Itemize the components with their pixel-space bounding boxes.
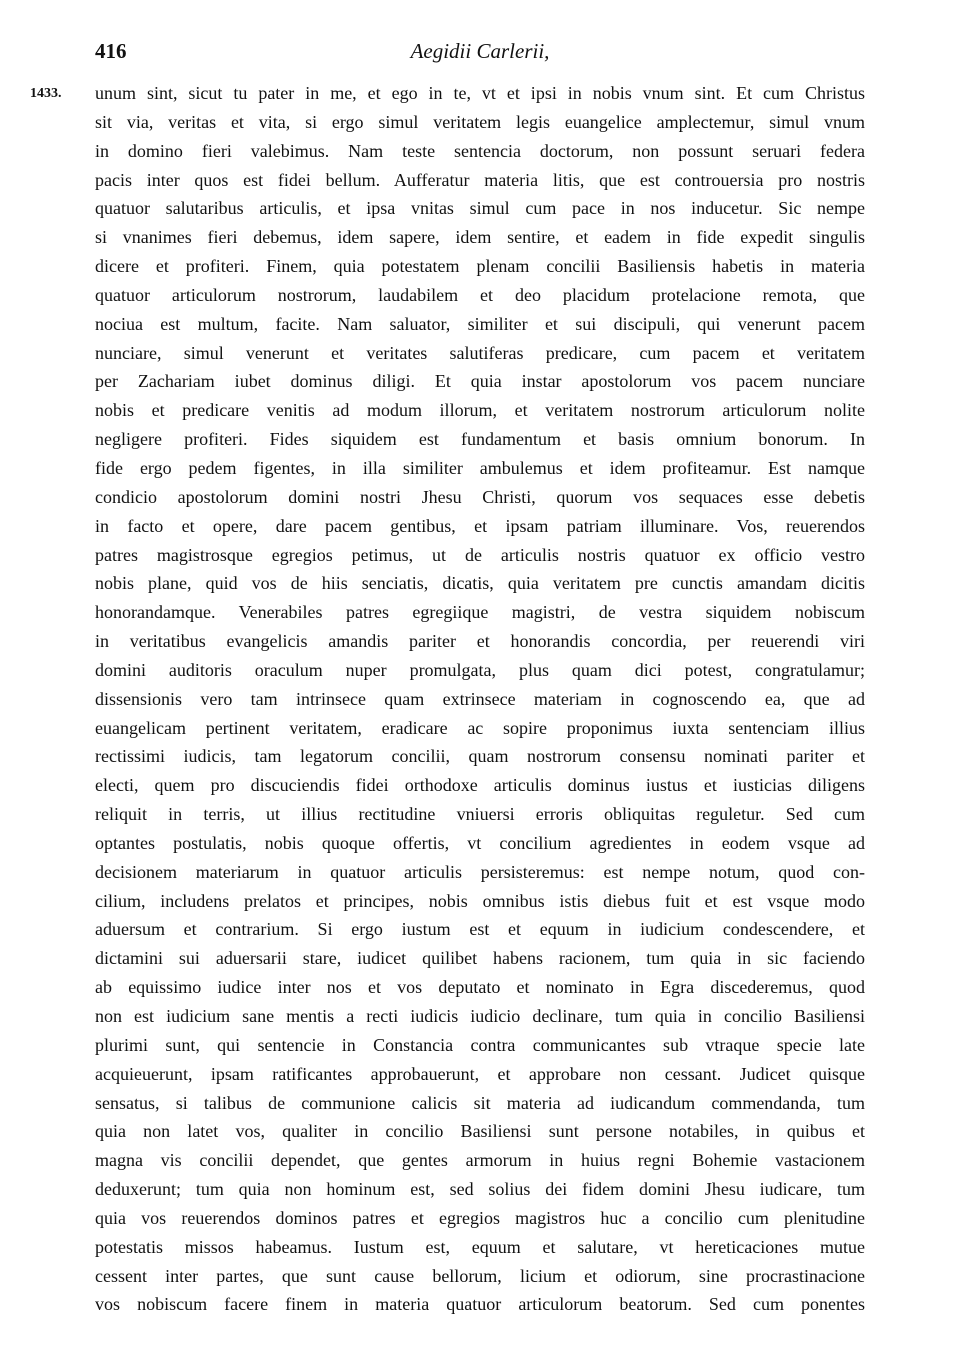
text-line: pacis inter quos est fidei bellum. Aufferatur materia litis, que est controuersia pro nostris bbox=[95, 169, 865, 190]
text-line: deduxerunt; tum quia non hominum est, sed solius dei fidem domini Jhesu iudicare, tum bbox=[95, 1179, 865, 1200]
text-line: domini auditoris oraculum nuper promulgata, plus quam dici potest, congratulamur; bbox=[95, 659, 865, 680]
margin-year: 1433. bbox=[30, 86, 62, 101]
text-line: acquieuerunt, ipsam ratificantes approbauerunt, et approbare non cessant. Judicet quisque bbox=[95, 1063, 865, 1084]
text-line: sensatus, si talibus de communione calicis sit materia ad iudicandum commendanda, tum bbox=[95, 1092, 865, 1113]
text-line: dissensionis vero tam intrinsece quam extrinsece materiam in cognoscendo ea, que ad bbox=[95, 688, 865, 709]
text-line: in facto et opere, dare pacem gentibus, et ipsam patriam illuminare. Vos, reuerendos bbox=[95, 515, 865, 536]
text-line: nunciare, simul venerunt et veritates salutiferas predicare, cum pacem et veritatem bbox=[95, 342, 865, 363]
text-line: ab equissimo iudice inter nos et vos deputato et nominato in Egra discederemus, quod bbox=[95, 977, 865, 998]
text-line: dicere et profiteri. Finem, quia potestatem plenam concilii Basiliensis habetis in materia bbox=[95, 256, 865, 277]
text-line: electi, quem pro discuciendis fidei orthodoxe articulis dominus iustus et iusticias diligens bbox=[95, 775, 865, 796]
text-line: negligere profiteri. Fides siquidem est fundamentum et basis omnium bonorum. In bbox=[95, 429, 865, 450]
text-line: quia vos reuerendos dominos patres et egregios magistros huc a concilio cum plenitudine bbox=[95, 1207, 865, 1228]
text-line: nociua est multum, facite. Nam saluator, similiter et sui discipuli, qui venerunt pacem bbox=[95, 313, 865, 334]
text-line: magna vis concilii dependet, que gentes armorum in huius regni Bohemie vastacionem bbox=[95, 1150, 865, 1171]
body-text bbox=[95, 79, 865, 1319]
text-line: cessent inter partes, que sunt cause bellorum, licium et odiorum, sine procrastinacione bbox=[95, 1265, 865, 1286]
text-line: nobis plane, quid vos de hiis senciatis, dicatis, quia veritatem pre cunctis amandam dicitis bbox=[95, 573, 865, 594]
text-line: vos nobiscum facere finem in materia quatuor articulorum beatorum. Sed cum ponentes bbox=[95, 1294, 865, 1315]
text-line: nobis et predicare venitis ad modum illorum, et veritatem nostrorum articulorum nolite bbox=[95, 400, 865, 421]
text-line: optantes postulatis, nobis quoque offertis, vt concilium agredientes in eodem vsque ad bbox=[95, 832, 865, 853]
text-line: fide ergo pedem figentes, in illa similiter ambulemus et idem profiteamur. Est namque bbox=[95, 457, 865, 478]
text-line: condicio apostolorum domini nostri Jhesu Christi, quorum vos sequaces esse debetis bbox=[95, 486, 865, 507]
page-number: 416 bbox=[95, 39, 127, 63]
running-head: Aegidii Carlerii, bbox=[410, 39, 550, 63]
text-line: rectissimi iudicis, tam legatorum concilii, quam nostrorum consensu nominati pariter et bbox=[95, 746, 865, 767]
text-line: cilium, includens prelatos et principes, nobis omnibus istis diebus fuit et est vsque modo bbox=[95, 890, 865, 911]
text-line: euangelicam pertinent veritatem, eradicare ac sopire proponimus iuxta sentenciam illius bbox=[95, 717, 865, 738]
text-line: in domino fieri valebimus. Nam teste sentencia doctorum, non possunt seruari federa bbox=[95, 140, 865, 161]
text-line: decisionem materiarum in quatuor articulis persisteremus: est nempe notum, quod con- bbox=[95, 861, 865, 882]
text-line: dictamini sui aduersarii stare, iudicet quilibet habens racionem, tum quia in sic faciendo bbox=[95, 948, 865, 969]
text-line: quatuor articulorum nostrorum, laudabilem et deo placidum protelacione remota, que bbox=[95, 284, 865, 305]
text-line: si vnanimes fieri debemus, idem sapere, idem sentire, et eadem in fide expedit singulis bbox=[95, 227, 865, 248]
text-line: plurimi sunt, qui sentencie in Constancia contra communicantes sub vtraque specie late bbox=[95, 1034, 865, 1055]
text-line: reliquit in terris, ut illius rectitudine vniuersi erroris obliquitas reguletur. Sed cum bbox=[95, 804, 865, 825]
text-line: honorandamque. Venerabiles patres egregiique magistri, de vestra siquidem nobiscum bbox=[95, 602, 865, 623]
text-line: sit via, veritas et vita, si ergo simul veritatem legis euangelice amplectemur, simul vnum bbox=[95, 111, 865, 132]
text-line: non est iudicium sane mentis a recti iudicis iudicio declinare, tum quia in concilio Basiliensi bbox=[95, 1006, 865, 1026]
text-line: quatuor salutaribus articulis, et ipsa vnitas simul cum pace in nos inducetur. Sic nempe bbox=[95, 198, 865, 219]
text-line: quia non latet vos, qualiter in concilio Basiliensi sunt persone notabiles, in quibus et bbox=[95, 1121, 865, 1142]
text-line: unum sint, sicut tu pater in me, et ego in te, vt et ipsi in nobis vnum sint. Et cum Christus bbox=[95, 83, 865, 103]
text-line: in veritatibus evangelicis amandis pariter et honorandis concordia, per reuerendi viri bbox=[95, 631, 865, 652]
text-line: per Zachariam iubet dominus diligi. Et quia instar apostolorum vos pacem nunciare bbox=[95, 371, 865, 392]
text-line: potestatis missos habeamus. Iustum est, equum et salutare, vt hereticaciones mutue bbox=[95, 1236, 865, 1257]
text-line: aduersum et contrarium. Si ergo iustum est et equum in iudicium condescendere, et bbox=[95, 919, 865, 940]
text-line: patres magistrosque egregios petimus, ut de articulis nostris quatuor ex officio vestro bbox=[95, 544, 865, 565]
